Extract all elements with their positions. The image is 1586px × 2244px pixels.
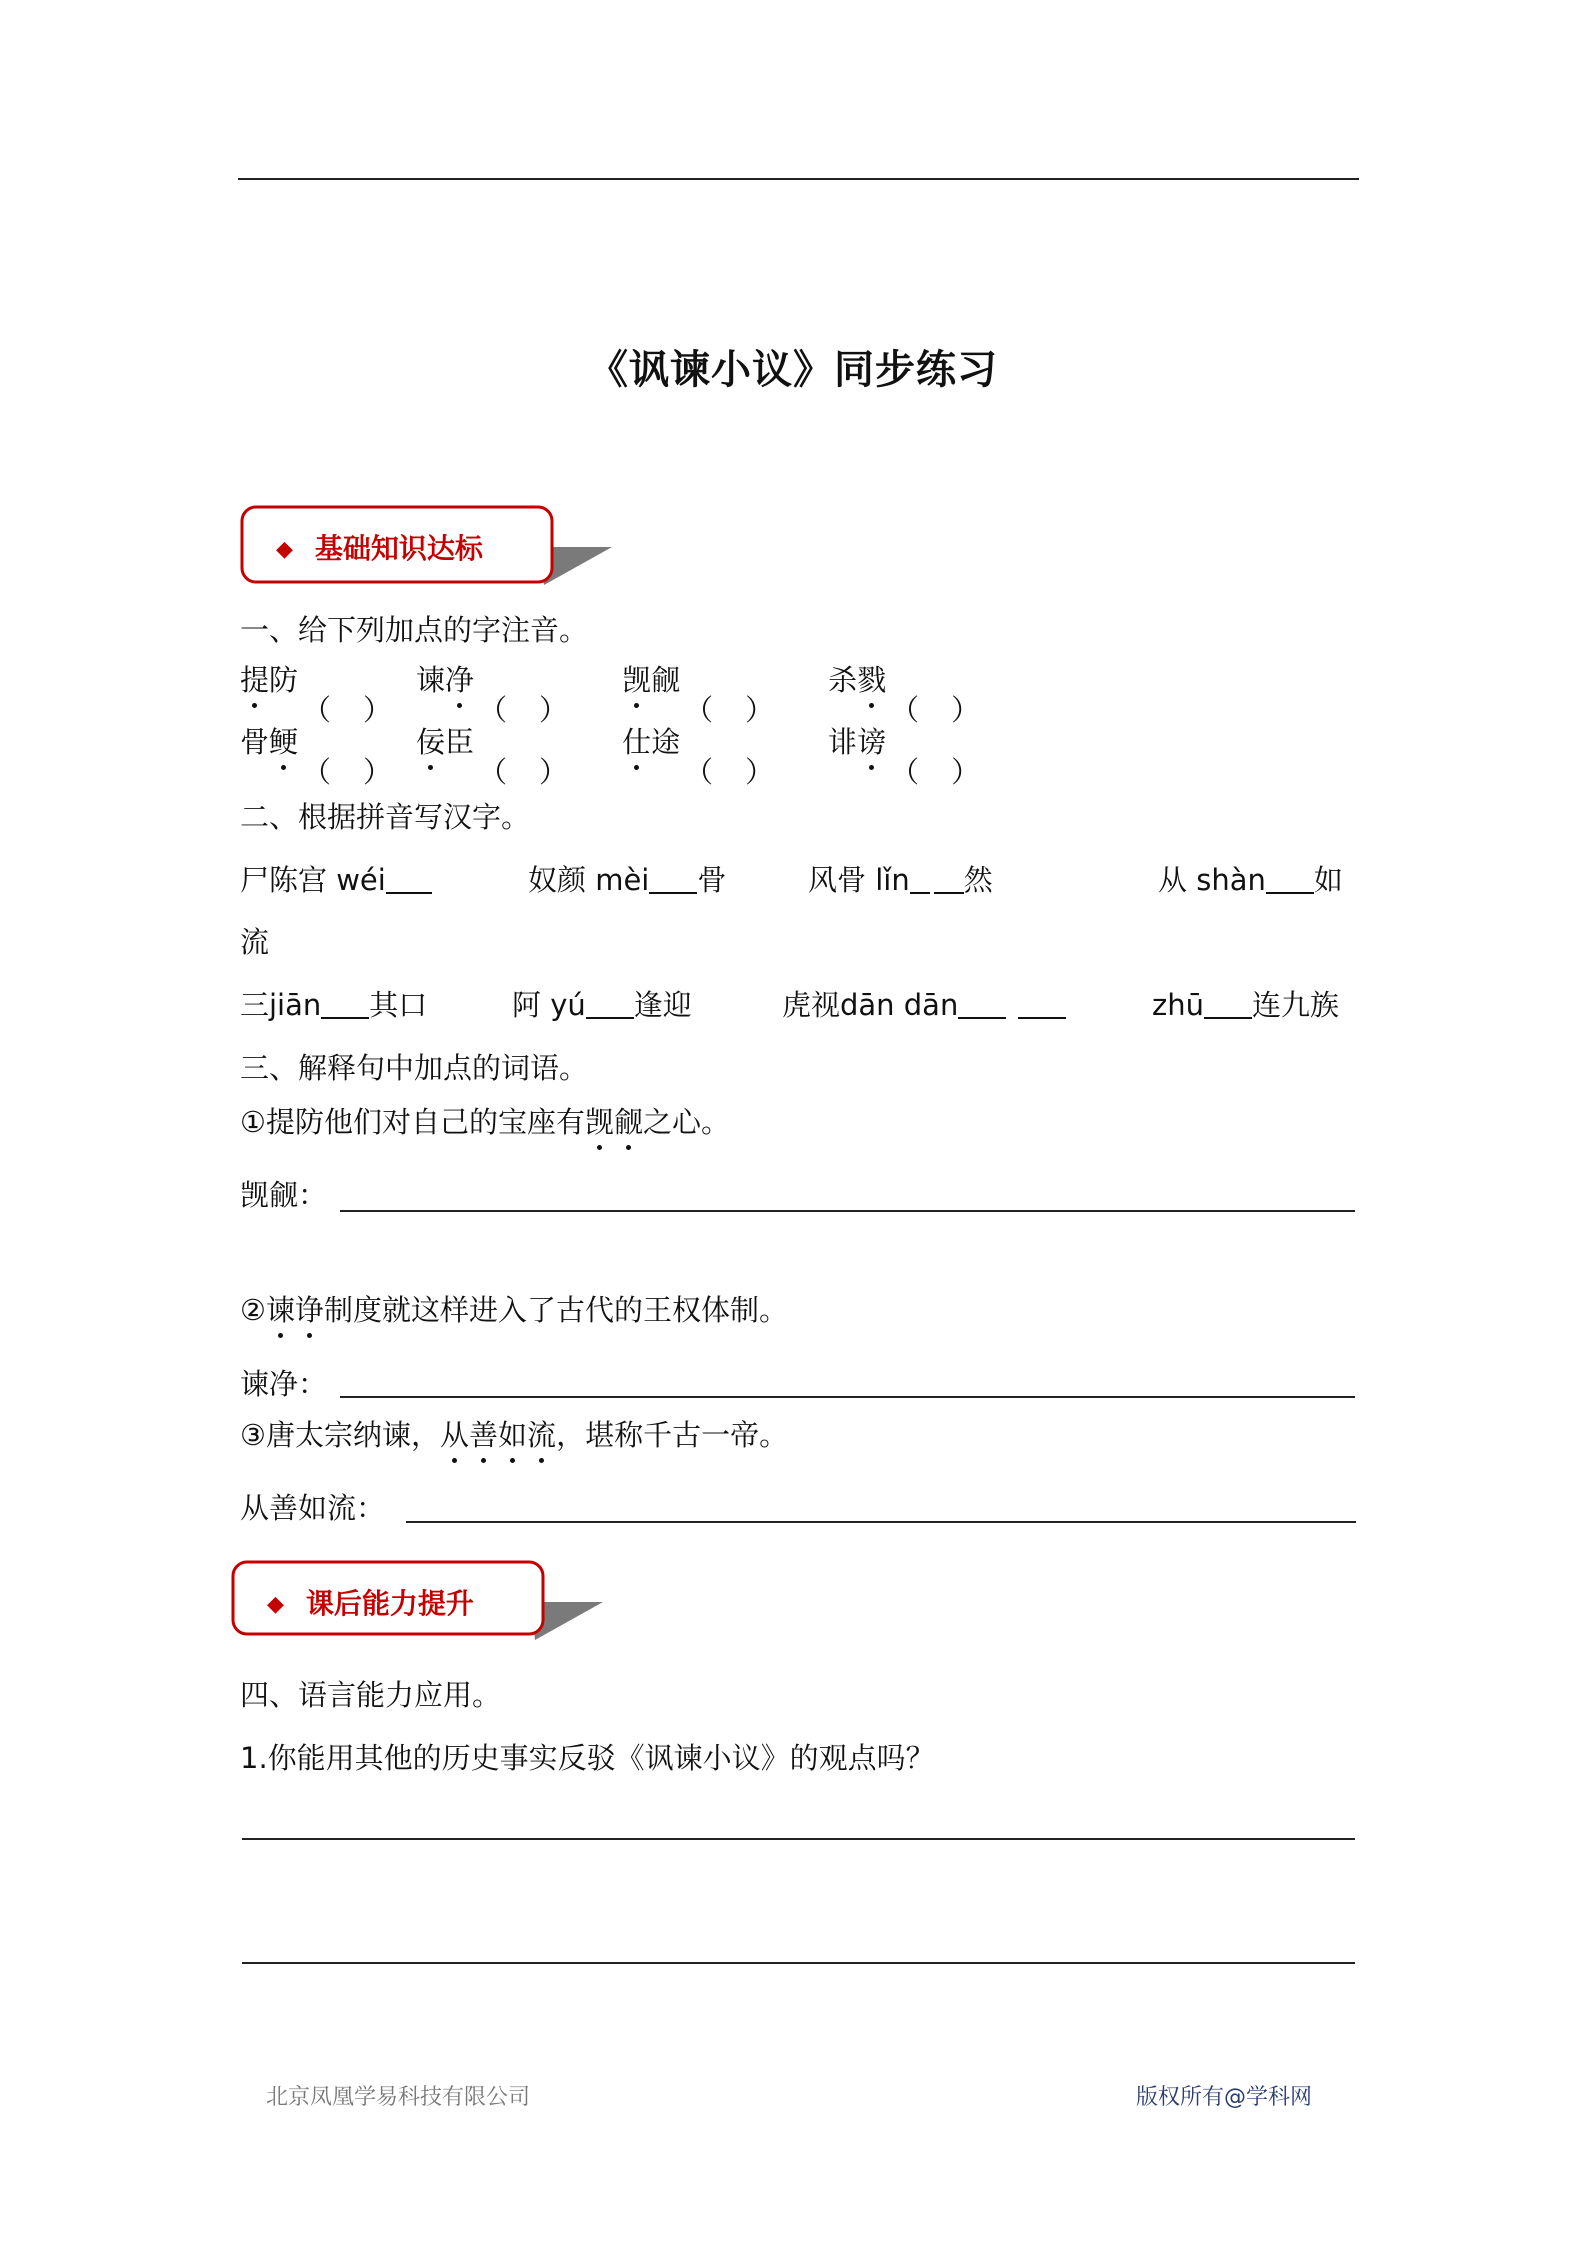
section-title: ◆ 基础知识达标 <box>276 532 483 565</box>
word-char: 鲠 <box>269 722 298 762</box>
q3-label-1: 觊觎： <box>240 1178 328 1212</box>
answer-blank[interactable] <box>958 989 1006 1019</box>
diamond-icon: ◆ <box>276 537 293 562</box>
q3-label-2: 谏净： <box>240 1367 328 1401</box>
section-banner-basic <box>240 505 620 595</box>
footer-copyright: 版权所有@学科网 <box>1136 2085 1313 2110</box>
word-char: 觎 <box>651 663 681 697</box>
answer-line[interactable] <box>340 1396 1355 1398</box>
q3-sentence-3: ③唐太宗纳谏，从善如流，堪称千古一帝。 <box>240 1415 788 1455</box>
answer-blank[interactable] <box>910 864 930 894</box>
word-char: 觊 <box>622 660 651 700</box>
answer-blank[interactable] <box>934 864 964 894</box>
word-char: 提 <box>240 660 269 700</box>
word-char: 仕 <box>622 722 651 762</box>
q2-item-cont: 流 <box>240 925 270 959</box>
answer-blank[interactable] <box>649 864 697 894</box>
page-title: 《讽谏小议》同步练习 <box>588 347 998 393</box>
q1-row1: 提防 （ ） 谏净 （ ） 觊觎 （ ） 杀戮 （ ） <box>240 660 1004 700</box>
answer-blank[interactable] <box>586 989 634 1019</box>
answer-line[interactable] <box>242 1838 1355 1840</box>
q3-sentence-2: ②谏诤制度就这样进入了古代的王权体制。 <box>240 1290 788 1330</box>
diamond-icon: ◆ <box>267 1592 284 1617</box>
answer-blank[interactable] <box>1266 864 1314 894</box>
q4-item-1: 1.你能用其他的历史事实反驳《讽谏小议》的观点吗？ <box>240 1741 935 1775</box>
q3-heading: 三、解释句中加点的词语。 <box>240 1051 589 1085</box>
answer-blank[interactable] <box>1018 989 1066 1019</box>
q2-item: 奴颜 mèi 骨 <box>528 863 727 897</box>
answer-line[interactable] <box>340 1210 1355 1212</box>
q2-item: zhū 连九族 <box>1152 988 1339 1022</box>
word-char: 杀 <box>828 663 858 697</box>
word-char: 谤 <box>857 722 886 762</box>
word-char: 佞 <box>416 722 445 762</box>
q4-heading: 四、语言能力应用。 <box>240 1678 502 1712</box>
section-title: ◆ 课后能力提升 <box>267 1587 474 1620</box>
header-rule <box>238 178 1359 180</box>
q2-item: 风骨 lǐn 然 <box>808 863 993 897</box>
answer-blank[interactable] <box>1204 989 1252 1019</box>
word-char: 谏 <box>416 663 446 697</box>
q1-row2: 骨鲠 （ ） 佞臣 （ ） 仕途 （ ） 诽谤 （ ） <box>240 722 1004 762</box>
q2-item: 虎视dān dān <box>782 985 1066 1025</box>
answer-blank[interactable] <box>386 864 432 894</box>
section-banner-advanced <box>231 1560 611 1650</box>
q1-heading: 一、给下列加点的字注音。 <box>240 613 589 647</box>
q3-label-3: 从善如流： <box>240 1491 386 1525</box>
word-char: 诽 <box>828 725 858 759</box>
word-char: 骨 <box>240 725 270 759</box>
word-char: 臣 <box>445 725 475 759</box>
answer-blank[interactable] <box>321 989 369 1019</box>
word-char: 途 <box>651 725 681 759</box>
word-char: 戮 <box>857 660 886 700</box>
q2-heading: 二、根据拼音写汉字。 <box>240 800 531 834</box>
q3-sentence-1: ①提防他们对自己的宝座有觊觎之心。 <box>240 1102 730 1142</box>
word-char: 防 <box>269 663 299 697</box>
q2-item: 三jiān 其口 <box>240 988 428 1022</box>
q2-item: 阿 yú 逢迎 <box>512 988 692 1022</box>
q2-item: 从 shàn 如 <box>1158 863 1343 897</box>
answer-line[interactable] <box>242 1962 1355 1964</box>
word-char: 净 <box>445 660 474 700</box>
footer-company: 北京凤凰学易科技有限公司 <box>266 2085 531 2110</box>
q2-item: 尸陈宫 wéi <box>240 860 432 900</box>
answer-line[interactable] <box>406 1521 1356 1523</box>
